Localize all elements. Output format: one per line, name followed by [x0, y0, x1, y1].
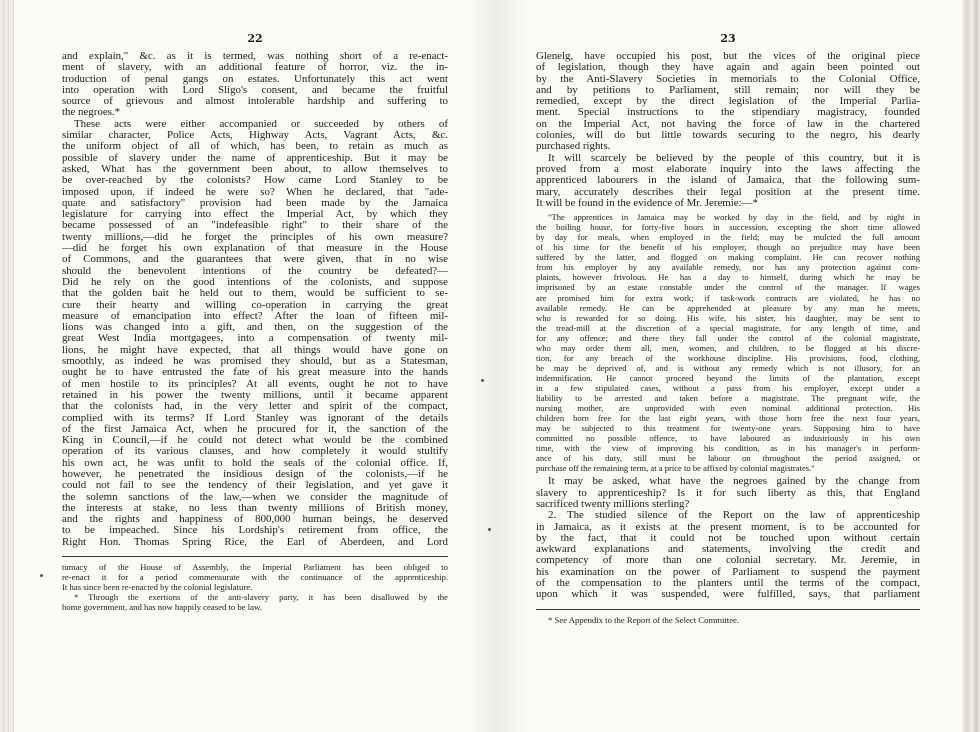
text-line: upon which it was suspended, were fulfilled, says, that parliament: [536, 589, 920, 601]
text-line: retained in his power the twenty millions, until it became apparent: [62, 389, 448, 401]
footnote-rule: [62, 556, 448, 557]
text-line: ment. Special instructions to the stipendiary magistracy, founded: [536, 107, 920, 119]
text-line: that the colonists had, in the very letter and spirit of the compact,: [62, 401, 448, 413]
text-line: similar character, Police Acts, Highway Acts, Vagrant Acts, &c.: [62, 130, 448, 142]
text-line: operation of its various clauses, and how completely it would stultify: [62, 446, 448, 458]
quote-line: suffered by the latter, and flogged on making complaint. He can recover nothing: [536, 252, 920, 263]
text-line: ought he to have entrusted the fate of his great measure into the hands: [62, 367, 448, 379]
quote-line: who is rewarded for so doing. His wife, his sister, his daughter, may be sent to: [536, 312, 920, 323]
quote-line: time, with the view of improving his condition, as in his manager's in perform-: [536, 443, 920, 454]
scan-speck: [40, 574, 43, 577]
text-line: slavery to apprenticeship? Is it for such liberty as this, that England: [536, 487, 920, 499]
text-line: apprenticed labourers in the island of Jamaica, that the following sum-: [536, 175, 920, 187]
text-line: possible of slavery under the name of apprenticeship. But it may be: [62, 152, 448, 164]
quote-line: "The apprentices in Jamaica may be worked by day in the field, and by night in: [548, 212, 920, 223]
quote-line: he may be deprived of, and is without any remedy which is not illusory, for an: [536, 362, 920, 373]
text-line: that the golden bait he held out to them, would be sufficient to se-: [62, 288, 448, 300]
text-line: be over-reached by the colonists? How came Lord Stanley to be: [62, 175, 448, 187]
text-line: could not fail to see the tendency of their legislation, and yet gave it: [62, 480, 448, 492]
text-line: —did he forget his own explanation of that measure in the House: [62, 243, 448, 255]
text-line: by the Anti-Slavery Societies in memorials to the Colonial Office,: [536, 73, 920, 85]
right-page-edge: [962, 0, 980, 732]
right-page: [536, 30, 920, 625]
quote-line: by day for meals, when employed in the field; may be mulcted the full amount: [536, 232, 920, 243]
text-line: competency of more than one colonial secretary. Mr. Jeremie, in: [536, 555, 920, 567]
text-line: remedied, except by the direct legislation of the Imperial Parlia-: [536, 96, 920, 108]
text-line: the solemn sanctions of the law,—when we consider the magnitude of: [62, 491, 448, 503]
quote-line: nursing mother, are unprovided with even nominal additional protection. His: [536, 403, 920, 414]
quote-line: for any offence; and there they fall under the control of the colonial magistrate,: [536, 332, 920, 343]
body-text: [536, 476, 920, 600]
quote-line: tion, for any breach of the workhouse discipline. His provisions, food, clothing,: [536, 352, 920, 363]
text-line: and by petitions to Parliament, still remain; nor will they be: [536, 84, 920, 96]
text-line: and the rights and happiness of 800,000 human beings, he deserved: [62, 514, 448, 526]
text-line: source of grievous and almost intolerable hardship and suffering to: [62, 96, 448, 108]
text-line: ment of slavery, with an additional feature of horror, viz. the in-: [62, 62, 448, 74]
text-line: of the first Jamaica Act, when he procured for it, the sanction of the: [62, 423, 448, 435]
text-line: on the Imperial Act, not having the force of law in the chartered: [536, 118, 920, 130]
text-line: complied with its terms? If Lord Stanley was ignorant of the details: [62, 412, 448, 424]
text-line: the uniform object of all of which, has been, to retain as much as: [62, 141, 448, 153]
quote-line: plaints, however frivolous. He has a day to himself, during which he may be: [536, 272, 920, 283]
text-line: of the compensation to the planters until the terms of the compact,: [536, 578, 920, 590]
quote-line: the tread-mill at the discretion of a special magistrate, for any length of time, and: [536, 322, 920, 333]
text-line: purchased rights.: [536, 141, 611, 153]
text-line: the interests at stake, no less than twenty millions of British money,: [62, 502, 448, 514]
body-text: [536, 51, 920, 209]
quote-line: ance of his duty, still must he labour on throughout the period assigned, or: [536, 453, 920, 464]
text-line: and explain," &c. as it is termed, was nothing short of a re-enact-: [62, 51, 448, 62]
page-number: 23: [720, 32, 736, 45]
text-line: became possessed of an "indefeasible right" to their share of the: [62, 220, 448, 232]
text-line: asked, What has the government been about, to allow themselves to: [62, 163, 448, 175]
scan-speck: [488, 528, 491, 531]
footnote-line: re-enact it for a period commensurate with the continuance of the apprenticeship.: [62, 572, 448, 583]
text-line: sacrificed twenty millions sterling?: [536, 498, 690, 510]
quote-line: imprisoned by an estate constable under the control of the manager. If wages: [536, 282, 920, 293]
quote-line: children born free for the last eight years, with those born free the next four years,: [536, 413, 920, 424]
text-line: of men hostile to its principles? At all events, ought he not to have: [62, 378, 448, 390]
footnote-line: * See Appendix to the Report of the Select Committee.: [548, 614, 740, 625]
text-line: great West India mortgagees, into a compensation of twenty mil-: [62, 333, 448, 345]
text-line: It may be asked, what have the negroes gained by the change from: [548, 476, 920, 488]
quote-line: liability to be arrested and taken before a magistrate. The pregnant wife, the: [536, 393, 920, 403]
quote-line: who may order them all, men, women, and children, to be flogged at his discre-: [536, 342, 920, 353]
text-line: proved from a most elaborate inquiry into the laws affecting the: [536, 163, 920, 175]
text-line: lions was changed into a gift, and then, on the suggestion of the: [62, 322, 448, 334]
text-line: to be impeached. Since his Lordship's retirement from office, the: [62, 525, 448, 537]
text-line: colonies, will do but little towards securing to the negro, his dearly: [536, 130, 920, 142]
text-line: twenty millions,—did he forget the principles of his own measure?: [62, 231, 448, 243]
text-line: by the fact, that it could not be touched upon without certain: [536, 532, 920, 544]
text-line: cure their hearty and willing co-operation in carrying the great: [62, 299, 448, 311]
block-quote: [536, 212, 920, 473]
text-line: awkward explanations and statements, involving the credit and: [536, 544, 920, 556]
text-line: imposed upon, if indeed he were so? When he declared, that "ade-: [62, 186, 448, 198]
text-line: the negroes.*: [62, 107, 121, 119]
footnote-rule: [536, 609, 920, 610]
text-line: his own act, he was unfit to hold the seals of the colonial office. If,: [62, 457, 448, 469]
footnote-line: * Through the exertions of the anti-slavery party, it has been disallowed by the: [74, 592, 448, 603]
quote-line: purchase off the remaining term, at a price to be affixed by colonial magistrates.": [536, 463, 815, 474]
text-line: quate and satisfactory" provision had been made by the Jamaica: [62, 197, 448, 209]
text-line: Did he rely on the good intentions of the colonists, and suppose: [62, 276, 448, 288]
footnote-line: tumacy of the House of Assembly, the Imperial Parliament has been obliged to: [62, 562, 448, 573]
left-page-edge: [0, 0, 14, 732]
text-line: These acts were either accompanied or succeeded by others of: [74, 118, 448, 130]
quote-line: from his employer by any available remedy, nor has any protection against com-: [536, 262, 920, 273]
page-number: 22: [247, 32, 263, 45]
quote-line: are promised him for extra work; if task-work contracts are violated, he has no: [536, 292, 920, 303]
text-line: lions, he might have expected, that all things would have gone on: [62, 344, 448, 356]
text-line: legislature for carrying into effect the Imperial Act, by which they: [62, 209, 448, 221]
text-line: in Jamaica, as it exists at the present moment, is to be accounted for: [536, 521, 920, 533]
body-text: [62, 51, 448, 548]
text-line: of legislation, though they have again and again been pointed out: [536, 62, 920, 74]
text-line: King in Council,—if he could not detect what would be the combined: [62, 435, 448, 447]
text-line: mary, accurately describes their legal position at the present time.: [536, 186, 920, 198]
scan-speck: [481, 379, 484, 382]
quote-line: in a few stipulated cases, without a pass from his employer, except under a: [536, 382, 920, 393]
text-line: Glenelg, have occupied his post, but the vices of the original piece: [536, 51, 920, 62]
footnote-line: It has since been re-enacted by the colonial legislature.: [62, 582, 253, 593]
quote-line: available remedy. He can be apprehended at pleasure by any man he meets,: [536, 302, 920, 313]
text-line: his examination on the power of Parliament to suspend the payment: [536, 566, 920, 578]
quote-line: of his time for the benefit of his employer, though no prejudice may have been: [536, 242, 920, 253]
quote-line: the boiling house, for forty-five hours in succession, excepting the short time allowed: [536, 222, 920, 233]
text-line: Right Hon. Thomas Spring Rice, the Earl of Aberdeen, and Lord: [62, 536, 448, 548]
text-line: however, he penetrated the insidious design of the colonists,—if he: [62, 468, 448, 480]
quote-line: may be subjected to this treatment for twenty-one years. Supposing him to have: [536, 423, 920, 434]
text-line: It will scarcely be believed by the people of this country, but it is: [548, 152, 920, 164]
text-line: should the benevolent intentions of the country be defeated?—: [62, 265, 448, 277]
quote-line: committed no possible offence, to have laboured as industriously in his own: [536, 433, 920, 444]
text-line: measure of emancipation into effect? After the loan of fifteen mil-: [62, 310, 448, 322]
footnote-line: home government, and has now happily ceased to be law.: [62, 602, 262, 613]
text-line: 2. The studied silence of the Report on the law of apprenticeship: [548, 510, 920, 522]
text-line: troduction of penal gangs on estates. Unfortunately this act went: [62, 73, 448, 85]
text-line: of Commons, and the guarantees that were given, that in no wise: [62, 254, 448, 266]
text-line: It will be found in the evidence of Mr. Jeremie:—*: [536, 197, 758, 209]
text-line: into operation with Lord Sligo's consent, and became the fruitful: [62, 84, 448, 96]
left-page: [62, 30, 448, 612]
footnotes: [62, 562, 448, 612]
book-gutter: [468, 0, 528, 732]
quote-line: indemnification. He cannot proceed beyond the limits of the plantation, except: [536, 372, 920, 383]
text-line: smoothly, as indeed he was promised they should, but as a Statesman,: [62, 356, 448, 368]
